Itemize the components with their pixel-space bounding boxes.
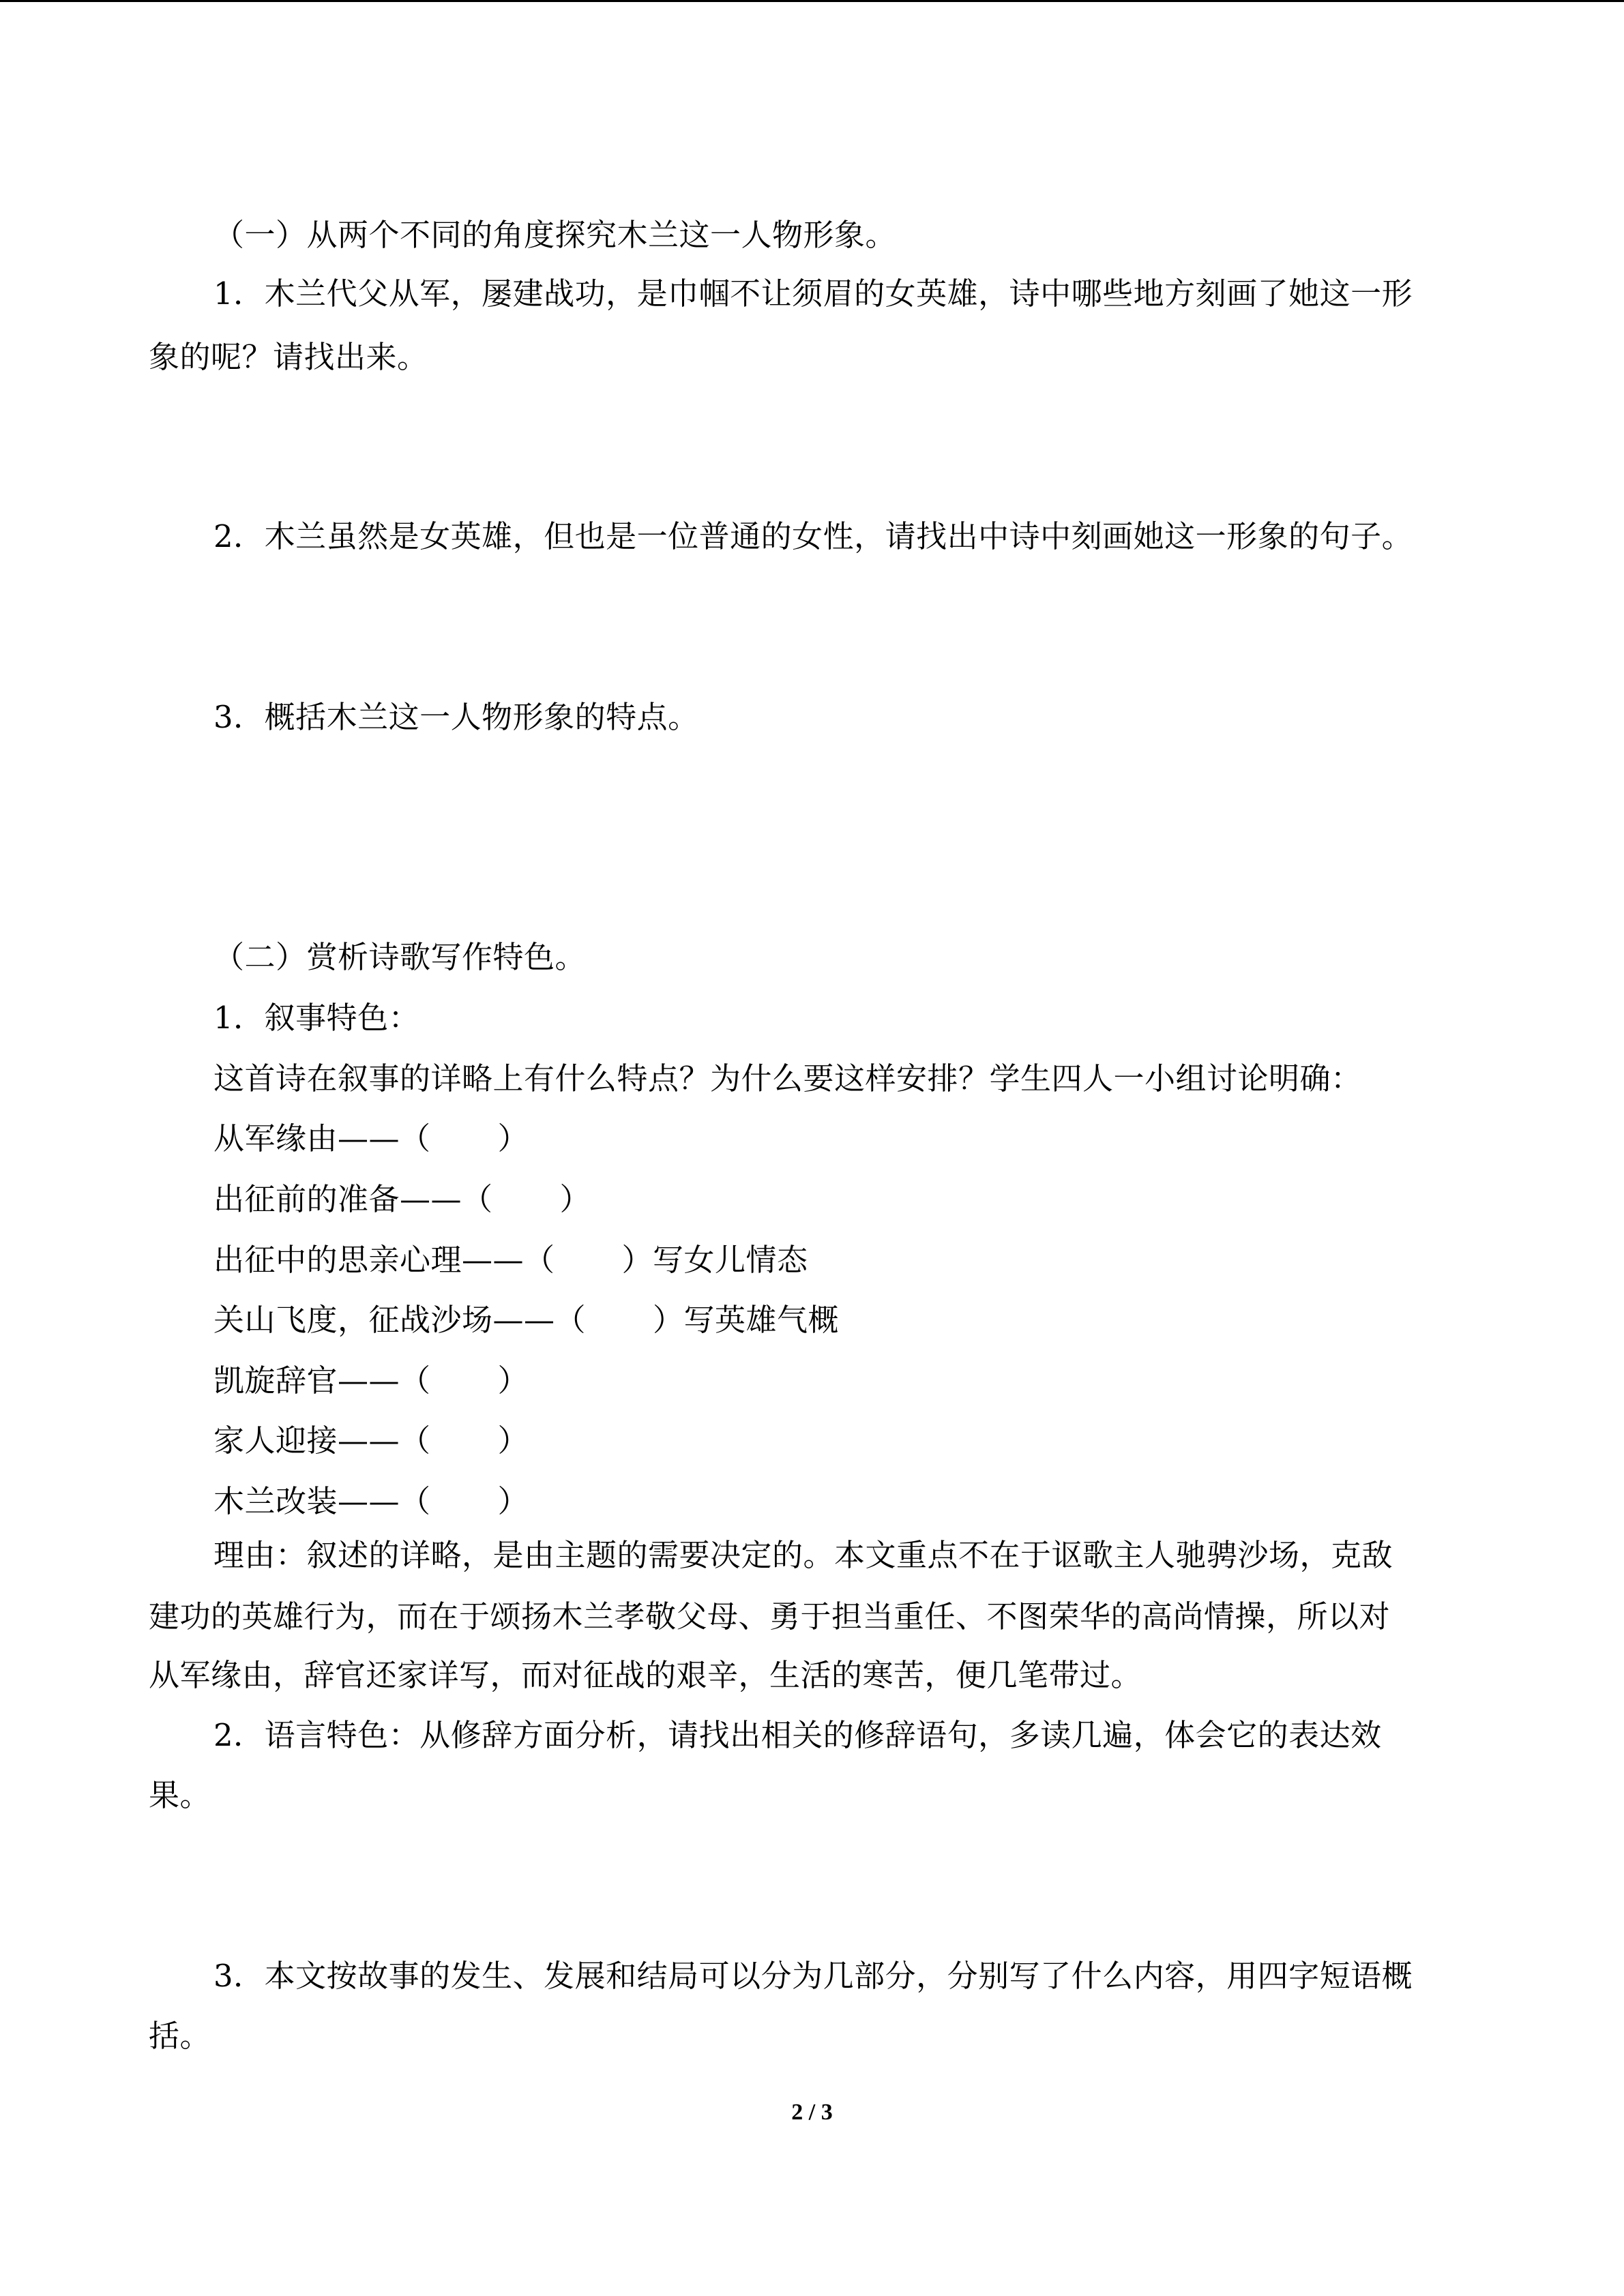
reason-line2: 建功的英雄行为，而在于颂扬木兰孝敬父母、勇于担当重任、不图荣华的高尚情操，所以对 [149, 1598, 1391, 1635]
narrative-title: 1．叙事特色： [213, 1000, 420, 1036]
list-item [213, 1179, 591, 1220]
list-item [213, 1360, 529, 1401]
list-item [213, 1240, 808, 1281]
item-suffix: ） [497, 1362, 529, 1399]
reason-line3: 从军缘由，辞官还家详写，而对征战的艰辛，生活的寒苦，便几笔带过。 [149, 1657, 1142, 1693]
item-prefix: 出征前的准备——（ [213, 1181, 493, 1217]
list-item [213, 1300, 839, 1341]
list-item [213, 1481, 529, 1522]
item-prefix: 家人迎接——（ [213, 1422, 431, 1459]
item-prefix: 关山飞度，征战沙场——（ [213, 1302, 587, 1338]
item-prefix: 木兰改装——（ [213, 1483, 431, 1519]
item-suffix: ） [497, 1120, 529, 1157]
reason-line1: 理由：叙述的详略，是由主题的需要决定的。本文重点不在于讴歌主人驰骋沙场，克敌 [213, 1537, 1393, 1573]
item-suffix: ） [653, 1302, 684, 1338]
item-suffix: ） [497, 1483, 529, 1519]
item-prefix: 出征中的思亲心理——（ [213, 1242, 555, 1278]
question1-line2: 象的呢？请找出来。 [149, 339, 428, 375]
language-feature-line1: 2．语言特色：从修辞方面分析，请找出相关的修辞语句，多读几遍，体会它的表达效 [213, 1717, 1382, 1753]
item-suffix: ） [559, 1181, 591, 1217]
item-suffix: ） [621, 1242, 653, 1278]
page-top-border [0, 0, 1624, 2]
item-prefix: 凯旋辞官——（ [213, 1362, 431, 1399]
list-item [213, 1118, 529, 1159]
language-feature-line2: 果。 [149, 1777, 211, 1813]
item-note: 写女儿情态 [653, 1242, 808, 1278]
list-item [213, 1420, 529, 1461]
section1-heading: （一）从两个不同的角度探究木兰这一人物形象。 [213, 217, 897, 253]
structure-question-line1: 3．本文按故事的发生、发展和结局可以分为几部分，分别写了什么内容，用四字短语概 [213, 1958, 1413, 1994]
narrative-prompt: 这首诗在叙事的详略上有什么特点？为什么要这样安排？学生四人一小组讨论明确： [213, 1060, 1362, 1097]
item-prefix: 从军缘由——（ [213, 1120, 431, 1157]
question1-line1: 1．木兰代父从军，屡建战功，是巾帼不让须眉的女英雄，诗中哪些地方刻画了她这一形 [213, 275, 1413, 312]
item-note: 写英雄气概 [683, 1302, 840, 1338]
section2-heading: （二）赏析诗歌写作特色。 [213, 939, 587, 975]
item-suffix: ） [497, 1422, 529, 1459]
structure-question-line2: 括。 [149, 2018, 211, 2054]
question3: 3．概括木兰这一人物形象的特点。 [213, 699, 699, 735]
question2: 2．木兰虽然是女英雄，但也是一位普通的女性，请找出中诗中刻画她这一形象的句子。 [213, 518, 1413, 554]
page-number: 2 / 3 [791, 2100, 833, 2125]
